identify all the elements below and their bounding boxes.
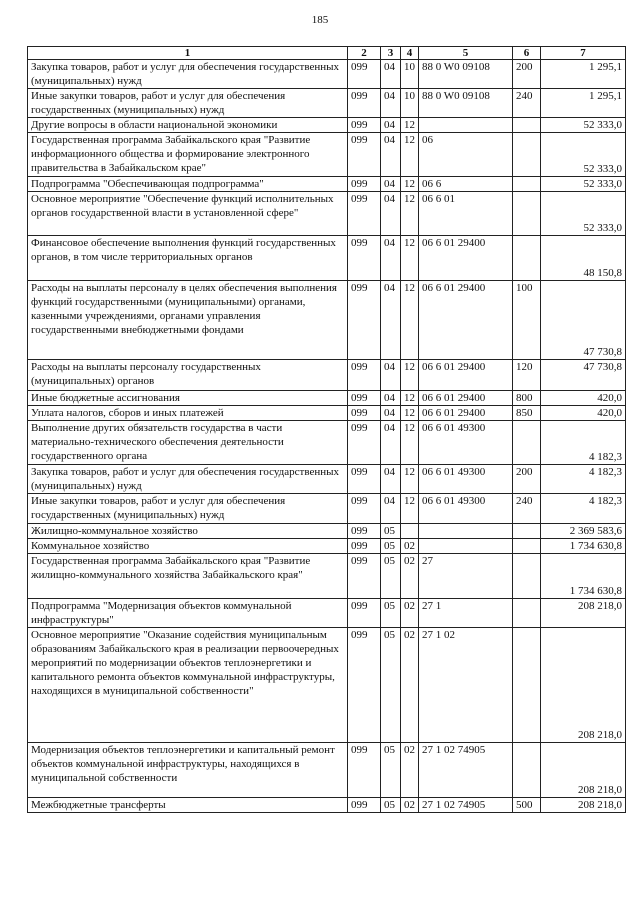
- row-amount-cell: 52 333,0: [541, 133, 626, 177]
- row-expense-type-cell: [513, 177, 541, 192]
- row-subsection-cell: [401, 524, 419, 539]
- row-amount-cell: 52 333,0: [541, 118, 626, 133]
- row-name-cell: Другие вопросы в области национальной экономики: [28, 118, 348, 133]
- row-target-article-cell: 06 6 01 29400: [419, 236, 513, 281]
- row-target-article-cell: 06 6 01 29400: [419, 360, 513, 391]
- row-expense-type-cell: 100: [513, 281, 541, 360]
- row-expense-type-cell: [513, 133, 541, 177]
- row-name-cell: Закупка товаров, работ и услуг для обеспечения государственных (муниципальных) нужд: [28, 465, 348, 494]
- table-row: [28, 599, 626, 628]
- row-section-cell: 04: [381, 360, 401, 391]
- row-subsection-cell: 10: [401, 60, 419, 89]
- row-admin-code-cell: 099: [348, 524, 381, 539]
- row-section-cell: 04: [381, 465, 401, 494]
- row-amount-cell: 208 218,0: [541, 599, 626, 628]
- table-row: [28, 539, 626, 554]
- row-section-cell: 04: [381, 192, 401, 236]
- row-section-cell: 04: [381, 118, 401, 133]
- row-amount-cell: 1 295,1: [541, 60, 626, 89]
- column-header: 5: [419, 47, 513, 60]
- row-subsection-cell: 12: [401, 465, 419, 494]
- row-name-cell: Уплата налогов, сборов и иных платежей: [28, 406, 348, 421]
- row-expense-type-cell: [513, 192, 541, 236]
- row-section-cell: 05: [381, 798, 401, 813]
- column-header: 3: [381, 47, 401, 60]
- row-admin-code-cell: 099: [348, 391, 381, 406]
- row-expense-type-cell: [513, 118, 541, 133]
- row-section-cell: 04: [381, 236, 401, 281]
- row-name-cell: Иные закупки товаров, работ и услуг для обеспечения государственных (муниципальных) нужд: [28, 494, 348, 524]
- row-admin-code-cell: 099: [348, 743, 381, 798]
- row-target-article-cell: 06 6: [419, 177, 513, 192]
- row-name-cell: Жилищно-коммунальное хозяйство: [28, 524, 348, 539]
- row-expense-type-cell: 240: [513, 494, 541, 524]
- row-subsection-cell: 02: [401, 743, 419, 798]
- table-row: [28, 465, 626, 494]
- row-subsection-cell: 12: [401, 360, 419, 391]
- row-amount-cell: 420,0: [541, 406, 626, 421]
- row-expense-type-cell: 200: [513, 60, 541, 89]
- row-subsection-cell: 12: [401, 406, 419, 421]
- row-amount-cell: 4 182,3: [541, 421, 626, 465]
- row-amount-cell: 420,0: [541, 391, 626, 406]
- row-section-cell: 04: [381, 177, 401, 192]
- column-header: 6: [513, 47, 541, 60]
- row-expense-type-cell: 850: [513, 406, 541, 421]
- row-name-cell: Расходы на выплаты персоналу государственных (муниципальных) органов: [28, 360, 348, 391]
- row-admin-code-cell: 099: [348, 133, 381, 177]
- row-amount-cell: 47 730,8: [541, 281, 626, 360]
- row-name-cell: Основное мероприятие "Оказание содействия муниципальным образованиям Забайкальского края в реализации первоочередных мероприятий по модернизации объектов теплоэнергетики и капитального ремонта объектов коммунальной инфраструктуры, находящихся в муниципальной собственности": [28, 628, 348, 743]
- row-name-cell: Иные закупки товаров, работ и услуг для обеспечения государственных (муниципальных) нужд: [28, 89, 348, 118]
- row-expense-type-cell: [513, 236, 541, 281]
- row-admin-code-cell: 099: [348, 465, 381, 494]
- row-subsection-cell: 02: [401, 798, 419, 813]
- row-section-cell: 04: [381, 421, 401, 465]
- row-admin-code-cell: 099: [348, 192, 381, 236]
- row-section-cell: 05: [381, 743, 401, 798]
- row-name-cell: Государственная программа Забайкальского края "Развитие информационного общества и формирование электронного правительства в Забайкальском крае": [28, 133, 348, 177]
- row-amount-cell: 48 150,8: [541, 236, 626, 281]
- row-admin-code-cell: 099: [348, 177, 381, 192]
- row-admin-code-cell: 099: [348, 118, 381, 133]
- row-amount-cell: 208 218,0: [541, 628, 626, 743]
- table-row: [28, 118, 626, 133]
- table-row: [28, 133, 626, 177]
- row-expense-type-cell: [513, 599, 541, 628]
- row-section-cell: 04: [381, 89, 401, 118]
- row-target-article-cell: 06 6 01 29400: [419, 281, 513, 360]
- row-subsection-cell: 12: [401, 236, 419, 281]
- table-row: [28, 743, 626, 798]
- row-name-cell: Подпрограмма "Модернизация объектов коммунальной инфраструктуры": [28, 599, 348, 628]
- row-amount-cell: 208 218,0: [541, 743, 626, 798]
- row-target-article-cell: [419, 539, 513, 554]
- row-amount-cell: 4 182,3: [541, 465, 626, 494]
- row-admin-code-cell: 099: [348, 554, 381, 599]
- row-expense-type-cell: 120: [513, 360, 541, 391]
- row-amount-cell: 1 734 630,8: [541, 539, 626, 554]
- row-expense-type-cell: [513, 421, 541, 465]
- column-header: 1: [28, 47, 348, 60]
- row-subsection-cell: 12: [401, 118, 419, 133]
- row-expense-type-cell: [513, 554, 541, 599]
- row-section-cell: 04: [381, 281, 401, 360]
- row-admin-code-cell: 099: [348, 60, 381, 89]
- row-section-cell: 04: [381, 60, 401, 89]
- row-name-cell: Закупка товаров, работ и услуг для обеспечения государственных (муниципальных) нужд: [28, 60, 348, 89]
- row-section-cell: 04: [381, 133, 401, 177]
- row-target-article-cell: 88 0 W0 09108: [419, 60, 513, 89]
- row-subsection-cell: 12: [401, 281, 419, 360]
- row-target-article-cell: 27 1 02 74905: [419, 798, 513, 813]
- table-row: [28, 406, 626, 421]
- row-subsection-cell: 02: [401, 628, 419, 743]
- row-target-article-cell: 06 6 01 49300: [419, 494, 513, 524]
- row-section-cell: 05: [381, 599, 401, 628]
- row-target-article-cell: 06 6 01: [419, 192, 513, 236]
- table-row: [28, 236, 626, 281]
- row-admin-code-cell: 099: [348, 236, 381, 281]
- row-subsection-cell: 12: [401, 494, 419, 524]
- row-target-article-cell: 06: [419, 133, 513, 177]
- table-row: [28, 360, 626, 391]
- row-amount-cell: 1 295,1: [541, 89, 626, 118]
- row-expense-type-cell: 800: [513, 391, 541, 406]
- row-subsection-cell: 12: [401, 192, 419, 236]
- row-subsection-cell: 10: [401, 89, 419, 118]
- row-section-cell: 04: [381, 494, 401, 524]
- row-admin-code-cell: 099: [348, 599, 381, 628]
- row-target-article-cell: 06 6 01 49300: [419, 465, 513, 494]
- row-subsection-cell: 02: [401, 539, 419, 554]
- row-target-article-cell: 27 1: [419, 599, 513, 628]
- row-admin-code-cell: 099: [348, 360, 381, 391]
- table-row: [28, 798, 626, 813]
- column-header: 7: [541, 47, 626, 60]
- row-expense-type-cell: 200: [513, 465, 541, 494]
- row-expense-type-cell: [513, 524, 541, 539]
- row-amount-cell: 1 734 630,8: [541, 554, 626, 599]
- row-expense-type-cell: [513, 743, 541, 798]
- row-expense-type-cell: [513, 628, 541, 743]
- row-name-cell: Выполнение других обязательств государства в части материально-технического обеспечения деятельности государственного органа: [28, 421, 348, 465]
- row-amount-cell: 52 333,0: [541, 177, 626, 192]
- row-subsection-cell: 12: [401, 133, 419, 177]
- page-number: 185: [311, 14, 329, 26]
- column-header: 4: [401, 47, 419, 60]
- row-admin-code-cell: 099: [348, 798, 381, 813]
- row-admin-code-cell: 099: [348, 281, 381, 360]
- row-section-cell: 04: [381, 391, 401, 406]
- row-section-cell: 04: [381, 406, 401, 421]
- row-target-article-cell: 27 1 02 74905: [419, 743, 513, 798]
- table-row: [28, 628, 626, 743]
- row-target-article-cell: 06 6 01 29400: [419, 391, 513, 406]
- table-row: [28, 177, 626, 192]
- row-target-article-cell: 27: [419, 554, 513, 599]
- row-section-cell: 05: [381, 628, 401, 743]
- row-section-cell: 05: [381, 554, 401, 599]
- row-target-article-cell: [419, 118, 513, 133]
- row-amount-cell: 2 369 583,6: [541, 524, 626, 539]
- table-row: [28, 391, 626, 406]
- row-subsection-cell: 02: [401, 599, 419, 628]
- row-target-article-cell: 88 0 W0 09108: [419, 89, 513, 118]
- row-name-cell: Межбюджетные трансферты: [28, 798, 348, 813]
- column-header: 2: [348, 47, 381, 60]
- row-name-cell: Коммунальное хозяйство: [28, 539, 348, 554]
- row-name-cell: Государственная программа Забайкальского края "Развитие жилищно-коммунального хозяйства Забайкальского края": [28, 554, 348, 599]
- table-row: [28, 421, 626, 465]
- row-section-cell: 05: [381, 524, 401, 539]
- row-admin-code-cell: 099: [348, 421, 381, 465]
- row-target-article-cell: 27 1 02: [419, 628, 513, 743]
- row-target-article-cell: 06 6 01 29400: [419, 406, 513, 421]
- row-name-cell: Расходы на выплаты персоналу в целях обеспечения выполнения функций государственными (муниципальными) органами, казенными учреждениями, органами управления государственными внебюджетными фондами: [28, 281, 348, 360]
- row-target-article-cell: [419, 524, 513, 539]
- table-body: [28, 60, 626, 813]
- row-name-cell: Финансовое обеспечение выполнения функций государственных органов, в том числе территориальных органов: [28, 236, 348, 281]
- row-admin-code-cell: 099: [348, 539, 381, 554]
- row-name-cell: Иные бюджетные ассигнования: [28, 391, 348, 406]
- row-amount-cell: 47 730,8: [541, 360, 626, 391]
- row-admin-code-cell: 099: [348, 628, 381, 743]
- table-row: [28, 281, 626, 360]
- table-header-row: [28, 47, 626, 60]
- row-admin-code-cell: 099: [348, 89, 381, 118]
- table-row: [28, 554, 626, 599]
- table-row: [28, 60, 626, 89]
- row-subsection-cell: 02: [401, 554, 419, 599]
- row-name-cell: Модернизация объектов теплоэнергетики и капитальный ремонт объектов коммунальной инфраструктуры, находящихся в муниципальной собственности: [28, 743, 348, 798]
- table-row: [28, 494, 626, 524]
- row-admin-code-cell: 099: [348, 494, 381, 524]
- row-expense-type-cell: 500: [513, 798, 541, 813]
- row-subsection-cell: 12: [401, 177, 419, 192]
- row-subsection-cell: 12: [401, 391, 419, 406]
- row-target-article-cell: 06 6 01 49300: [419, 421, 513, 465]
- row-subsection-cell: 12: [401, 421, 419, 465]
- row-name-cell: Подпрограмма "Обеспечивающая подпрограмма": [28, 177, 348, 192]
- table-row: [28, 89, 626, 118]
- row-amount-cell: 4 182,3: [541, 494, 626, 524]
- row-amount-cell: 52 333,0: [541, 192, 626, 236]
- budget-table: [27, 46, 626, 813]
- row-expense-type-cell: [513, 539, 541, 554]
- row-admin-code-cell: 099: [348, 406, 381, 421]
- row-expense-type-cell: 240: [513, 89, 541, 118]
- row-name-cell: Основное мероприятие "Обеспечение функций исполнительных органов государственной власти в установленной сфере": [28, 192, 348, 236]
- table-row: [28, 192, 626, 236]
- row-amount-cell: 208 218,0: [541, 798, 626, 813]
- table-row: [28, 524, 626, 539]
- row-section-cell: 05: [381, 539, 401, 554]
